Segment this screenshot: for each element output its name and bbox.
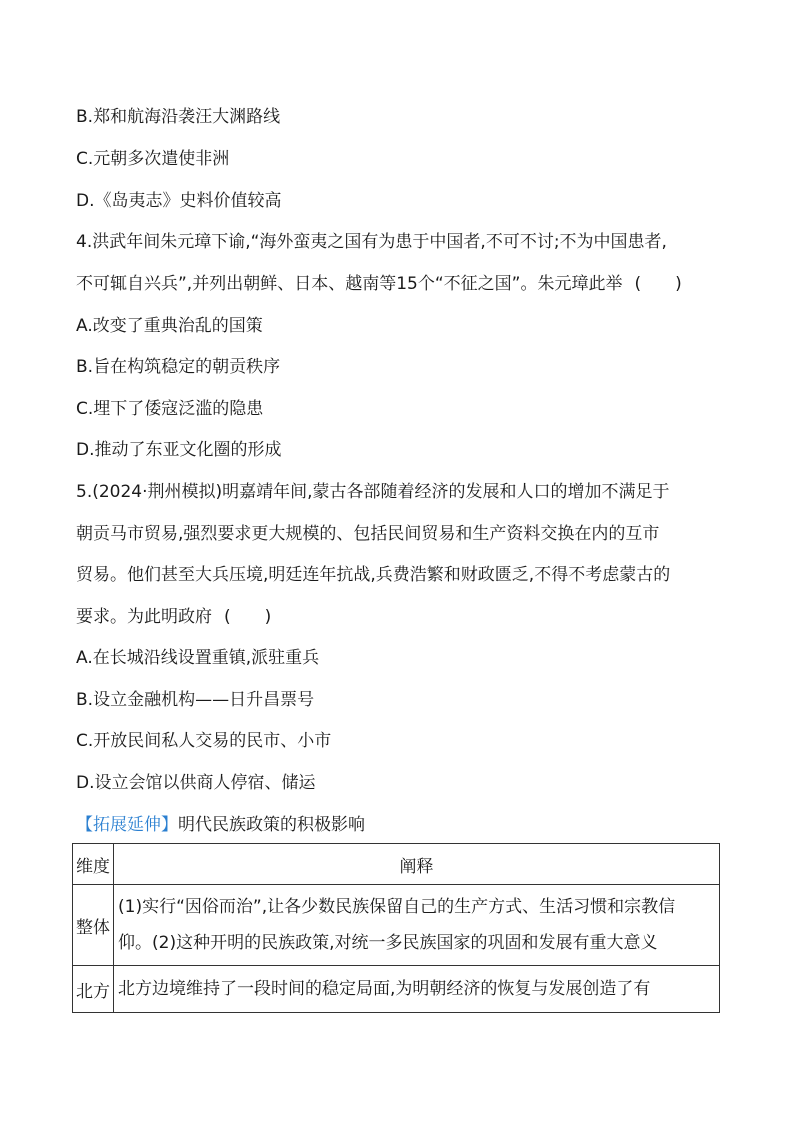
q5-option-a: A.在长城沿线设置重镇,派驻重兵 (76, 648, 320, 668)
header-dimension: 维度 (73, 844, 114, 885)
q4-option-b: B.旨在构筑稳定的朝贡秩序 (76, 357, 281, 377)
q5-answer-bracket: ( ) (224, 607, 272, 627)
table-header-row (73, 844, 720, 885)
row-explanation (114, 966, 720, 1013)
row-text-line: 仰。(2)这种开明的民族政策,对统一多民族国家的巩固和发展有重大意义 (118, 933, 658, 953)
row-dimension: 整体 (73, 885, 114, 966)
row-text-line: 北方边境维持了一段时间的稳定局面,为明朝经济的恢复与发展创造了有 (118, 979, 651, 999)
q4-option-c: C.埋下了倭寇泛滥的隐患 (76, 399, 264, 419)
q5-option-b: B.设立金融机构——日升昌票号 (76, 690, 315, 710)
q5-stem-text: 要求。为此明政府 (76, 607, 212, 627)
row-text-line: (1)实行“因俗而治”,让各少数民族保留自己的生产方式、生活习惯和宗教信 (118, 897, 676, 917)
q4-stem-line-1: 4.洪武年间朱元璋下谕,“海外蛮夷之国有为患于中国者,不可不讨;不为中国患者, (76, 232, 667, 252)
q4-option-d: D.推动了东亚文化圈的形成 (76, 440, 282, 460)
header-explanation: 阐释 (114, 844, 720, 885)
table-row (73, 885, 720, 966)
extension-heading (76, 814, 365, 836)
q4-stem-text: 不可辄自兴兵”,并列出朝鲜、日本、越南等15个“不征之国”。朱元璋此举 (76, 274, 623, 294)
q5-option-d: D.设立会馆以供商人停宿、储运 (76, 773, 316, 793)
q5-stem-line-3: 贸易。他们甚至大兵压境,明廷连年抗战,兵费浩繁和财政匮乏,不得不考虑蒙古的 (76, 565, 671, 585)
q4-stem-line-2 (76, 273, 682, 295)
extension-table (72, 843, 720, 1013)
q3-option-b: B.郑和航海沿袭汪大渊路线 (76, 107, 281, 127)
extension-tag: 【拓展延伸】 (76, 815, 178, 835)
table-row (73, 966, 720, 1013)
q4-option-a: A.改变了重典治乱的国策 (76, 316, 263, 336)
row-explanation (114, 885, 720, 966)
q5-option-c: C.开放民间私人交易的民市、小市 (76, 731, 332, 751)
extension-title: 明代民族政策的积极影响 (178, 815, 365, 835)
q4-answer-bracket: ( ) (634, 274, 682, 294)
q5-stem-line-4 (76, 606, 271, 628)
q5-stem-line-2: 朝贡马市贸易,强烈要求更大规模的、包括民间贸易和生产资料交换在内的互市 (76, 524, 660, 544)
q3-option-d: D.《岛夷志》史料价值较高 (76, 191, 282, 211)
q3-option-c: C.元朝多次遣使非洲 (76, 149, 230, 169)
row-dimension: 北方 (73, 966, 114, 1013)
q5-stem-line-1: 5.(2024·荆州模拟)明嘉靖年间,蒙古各部随着经济的发展和人口的增加不满足于 (76, 482, 670, 502)
